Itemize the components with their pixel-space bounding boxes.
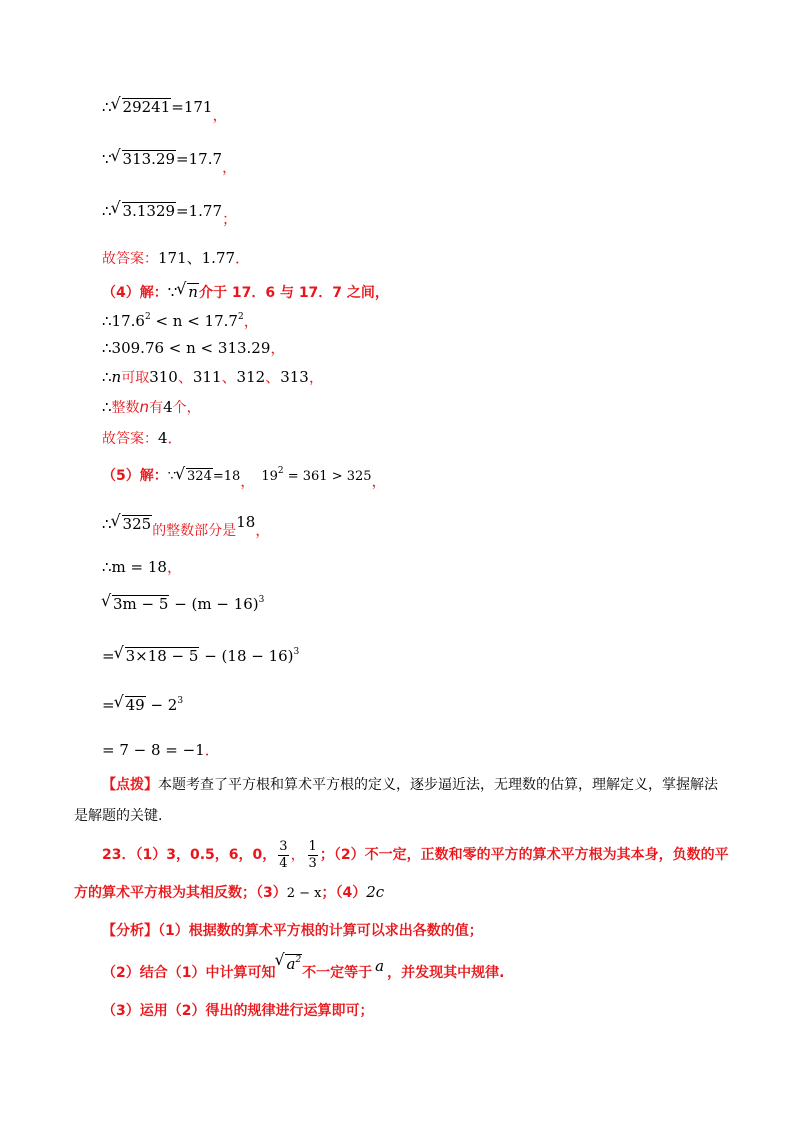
tip-text: 是解题的关键. xyxy=(74,808,163,824)
sqrt-expression: √ 3.1329 xyxy=(112,202,177,219)
separator: 、 xyxy=(177,368,193,386)
analysis-text: 不一定等于 xyxy=(302,965,373,981)
punctuation: ． xyxy=(167,429,183,447)
equals-sign: = xyxy=(102,696,115,714)
therefore-symbol: ∴ xyxy=(102,398,112,416)
analysis-text: （2）结合（1）中计算可知 xyxy=(102,965,276,981)
punctuation: ， xyxy=(243,312,259,330)
sqrt-n: √ n xyxy=(177,283,199,300)
integer-part-value: 18 xyxy=(236,513,256,531)
variable-n: n xyxy=(139,398,150,416)
sqrt-a-squared: √ $a^2$ xyxy=(275,954,302,972)
expression: 19 xyxy=(261,469,278,484)
tip-text: 本题考查了平方根和算术平方根的定义，逐步逼近法，无理数的估算，理解定义，掌握解法 xyxy=(158,777,718,793)
q23-text: 方的算术平方根为其相反数；（3） xyxy=(74,885,287,901)
value: 313 xyxy=(280,368,309,386)
expression: − (18 − 16) xyxy=(199,647,294,665)
sqrt-3m-5: √ 3m − 5 xyxy=(102,595,169,612)
step-sqrt-29241 xyxy=(102,98,228,124)
analysis-text: （3）运用（2）得出的规律进行运算即可； xyxy=(102,1003,374,1019)
value: 311 xyxy=(192,368,222,386)
fraction-three-quarters: $\frac{3}{4}$ xyxy=(279,839,288,871)
step-sqrt-3-1329 xyxy=(102,202,238,228)
punctuation: ， xyxy=(166,558,182,576)
answer-label: 故答案： xyxy=(102,251,158,267)
punctuation: ， xyxy=(212,106,228,124)
step-integer-part xyxy=(102,513,271,539)
variable-a: a xyxy=(375,957,385,975)
sqrt-expression: √ 29241 xyxy=(112,98,172,115)
equation-rhs: =17.7 xyxy=(176,150,223,168)
equation-rhs: =1.77 xyxy=(176,202,223,220)
punctuation: ， xyxy=(255,521,271,539)
q23-text: ；（4） xyxy=(321,885,367,901)
because-symbol: ∵ xyxy=(167,469,177,484)
separator: 、 xyxy=(221,368,237,386)
because-symbol: ∵ xyxy=(102,150,112,168)
superscript: 3 xyxy=(293,647,300,657)
superscript: 3 xyxy=(177,696,184,706)
value: 312 xyxy=(236,368,266,386)
step-result xyxy=(102,743,220,758)
part-label: （5）解： xyxy=(102,468,168,484)
text-can-take: 可取 xyxy=(121,370,150,386)
step-m-value xyxy=(102,560,182,575)
part4-heading xyxy=(102,283,389,300)
punctuation: ． xyxy=(235,249,251,267)
answer-line-1 xyxy=(102,251,250,266)
sqrt-324: √ 324 xyxy=(176,468,213,483)
inequality-right: < n < 17.7 xyxy=(150,312,238,330)
therefore-symbol: ∴ xyxy=(102,202,112,220)
inequality-left: ∴17.6 xyxy=(102,312,145,330)
superscript: 3 xyxy=(258,595,265,605)
punctuation: ， xyxy=(222,158,238,176)
punctuation: ， xyxy=(308,368,324,386)
equation-rhs: =171 xyxy=(171,98,213,116)
fraction-one-third: $\frac{1}{3}$ xyxy=(308,839,317,871)
text-integer: 整数 xyxy=(111,400,140,416)
punctuation: ， xyxy=(371,472,387,490)
expression: = 361 > 325 xyxy=(283,469,372,484)
step-integer-count xyxy=(102,400,201,415)
step-expression xyxy=(102,595,264,612)
answer-expression: 2 − x xyxy=(286,886,322,901)
step-inequality-values xyxy=(102,341,285,356)
expression: − 2 xyxy=(145,696,178,714)
value: 310 xyxy=(149,368,178,386)
equation-rhs: =18 xyxy=(212,469,241,484)
sqrt-substituted: √ 3×18 − 5 xyxy=(115,647,200,664)
tip-line-2 xyxy=(74,808,162,823)
sqrt-49: √ 49 xyxy=(115,696,146,713)
step-sqrt-313-29 xyxy=(102,150,238,176)
analysis-line-2 xyxy=(102,955,505,981)
step-inequality-squares xyxy=(102,313,259,329)
therefore-symbol: ∴ xyxy=(102,515,112,533)
analysis-text: ，并发现其中规律. xyxy=(387,965,505,981)
superscript: 2 xyxy=(277,466,284,476)
because-symbol: ∵ xyxy=(167,283,178,301)
equals-sign: = xyxy=(102,647,115,665)
q23-values: 23．（1）3，0.5，6，0， xyxy=(102,847,277,864)
text-count-unit: 个， xyxy=(172,400,201,416)
answer-line-2 xyxy=(102,431,183,446)
analysis-text: （1）根据数的算术平方根的计算可以求出各数的值； xyxy=(158,923,483,939)
therefore-symbol: ∴ xyxy=(102,98,112,116)
answer-label: 故答案： xyxy=(102,431,158,447)
superscript: 2 xyxy=(237,312,244,322)
analysis-line-1 xyxy=(102,923,483,938)
step-substitute xyxy=(102,647,299,664)
analysis-line-3 xyxy=(102,1003,373,1018)
answer-value: 171、1.77 xyxy=(158,249,236,267)
tip-tag: 【点拨】 xyxy=(102,777,158,793)
text-has: 有 xyxy=(149,400,164,416)
part4-condition-text: 介于 17．6 与 17．7 之间， xyxy=(198,285,389,301)
part5-heading xyxy=(102,466,387,490)
answer-value: 4 xyxy=(158,429,168,447)
q23-answer-line-2 xyxy=(74,885,384,900)
sqrt-325: √ 325 xyxy=(112,515,153,532)
text-integer-part: 的整数部分是 xyxy=(152,523,237,539)
sqrt-expression: √ 313.29 xyxy=(112,150,177,167)
part-label: （4）解： xyxy=(102,285,168,301)
superscript: 2 xyxy=(144,312,151,322)
punctuation: ， xyxy=(270,339,286,357)
inequality: ∴309.76 < n < 313.29 xyxy=(102,339,271,357)
step-possible-values xyxy=(102,370,324,385)
separator: ， xyxy=(290,845,306,864)
separator: ， xyxy=(240,472,256,490)
step-simplify xyxy=(102,696,183,713)
count-value: 4 xyxy=(163,398,173,416)
punctuation: ． xyxy=(204,741,220,759)
separator: 、 xyxy=(265,368,281,386)
variable-n: n xyxy=(111,368,122,386)
analysis-tag: 【分析】 xyxy=(102,923,158,939)
equation: ∴m = 18 xyxy=(102,558,167,576)
punctuation: ； xyxy=(222,210,238,228)
expression: − (m − 16) xyxy=(169,595,259,613)
q23-answer-line-1 xyxy=(102,839,729,871)
tip-line-1 xyxy=(102,777,718,792)
answer-expression: 2c xyxy=(366,883,385,901)
equation: = 7 − 8 = −1 xyxy=(102,741,205,759)
q23-text: ；（2）不一定，正数和零的平方的算术平方根为其本身，负数的平 xyxy=(319,847,729,864)
therefore-symbol: ∴ xyxy=(102,368,112,386)
